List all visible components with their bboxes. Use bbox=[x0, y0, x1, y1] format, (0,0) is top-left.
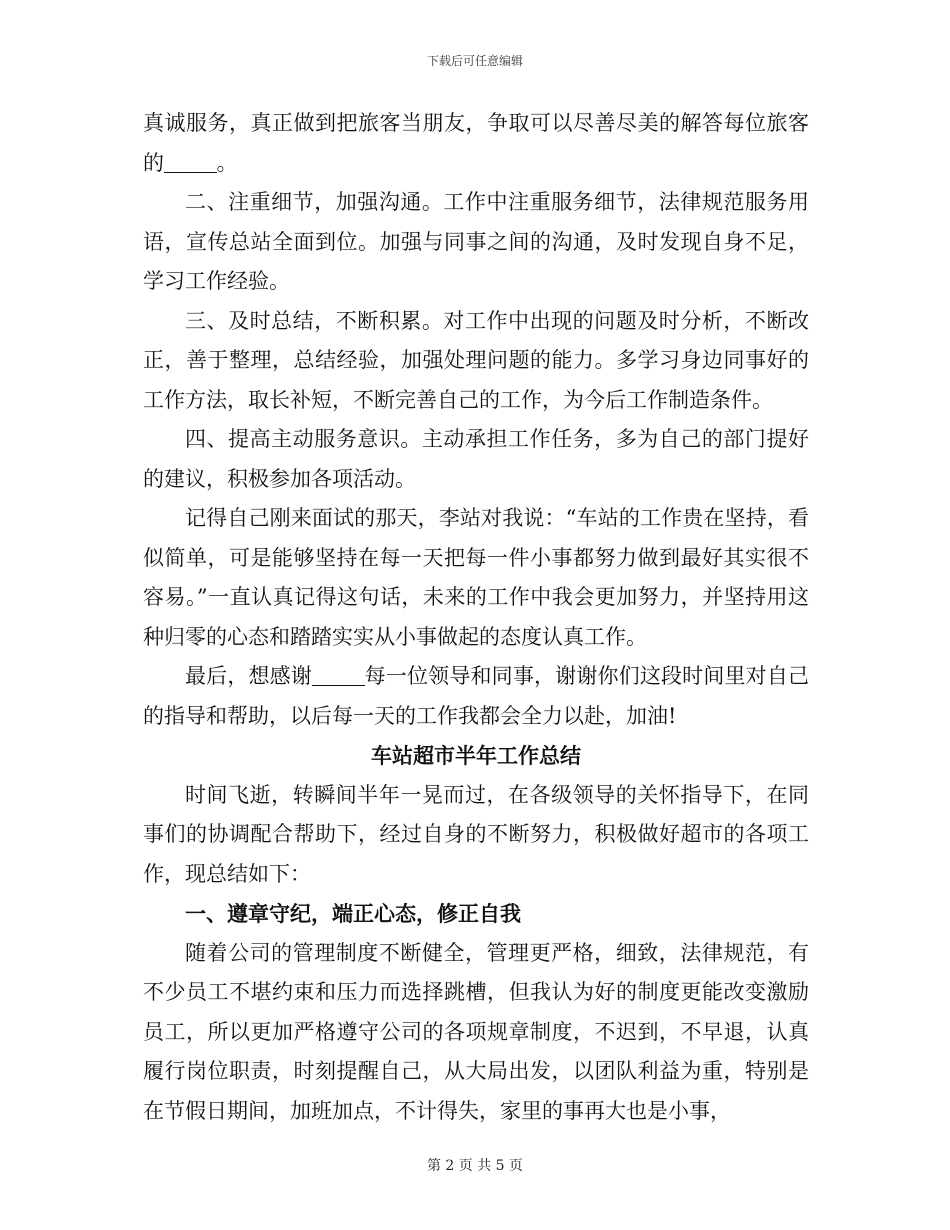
paragraph bbox=[143, 657, 809, 736]
paragraph bbox=[143, 104, 809, 183]
paragraph-text: 真诚服务，真正做到把旅客当朋友，争取可以尽善尽美的解答每位旅客的 bbox=[143, 111, 809, 175]
paragraph-text: 最后，想感谢 bbox=[185, 664, 312, 688]
fill-in-blank bbox=[312, 664, 365, 686]
page-footer: 第 2 页 共 5 页 bbox=[426, 1158, 524, 1174]
paragraph-text: 每一位领导和同事，谢谢你们这段时间里对自己的指导和帮助，以后每一天的工作我都会全力以赴，加油! bbox=[143, 664, 809, 728]
header-note: 下载后可任意编辑 bbox=[426, 54, 523, 68]
paragraph-text: 。 bbox=[216, 150, 238, 175]
paragraph: 随着公司的管理制度不断健全，管理更严格，细致，法律规范，有不少员工不堪约束和压力而选择跳槽，但我认为好的制度更能改变激励员工，所以更加严格遵守公司的各项规章制度，不迟到，不早退，认真履行岗位职责，时刻提醒自己，从大局出发，以团队利益为重，特别是在节假日期间，加班加点，不计得失，家里的事再大也是小事， bbox=[143, 940, 809, 1123]
section-heading: 一、遵章守纪，端正心态，修正自我 bbox=[185, 901, 521, 926]
paragraph: 三、及时总结，不断积累。对工作中出现的问题及时分析，不断改正，善于整理，总结经验，加强处理问题的能力。多学习身边同事好的工作方法，取长补短，不断完善自己的工作，为今后工作制造条件。 bbox=[143, 308, 809, 412]
paragraph: 二、注重细节，加强沟通。工作中注重服务细节，法律规范服务用语，宣传总站全面到位。加强与同事之间的沟通，及时发现自身不足，学习工作经验。 bbox=[143, 190, 809, 293]
paragraph: 时间飞逝，转瞬间半年一晃而过，在各级领导的关怀指导下，在同事们的协调配合帮助下，经过自身的不断努力，积极做好超市的各项工作，现总结如下： bbox=[143, 782, 809, 886]
document-body bbox=[143, 104, 809, 1131]
paragraph: 四、提高主动服务意识。主动承担工作任务，多为自己的部门提好的建议，积极参加各项活动。 bbox=[143, 427, 809, 491]
fill-in-blank bbox=[164, 151, 217, 173]
paragraph: 记得自己刚来面试的那天，李站对我说：“车站的工作贵在坚持，看似简单，可是能够坚持在每一天把每一件小事都努力做到最好其实很不容易。”一直认真记得这句话，未来的工作中我会更加努力，并坚持用这种归零的心态和踏踏实实从小事做起的态度认真工作。 bbox=[143, 506, 809, 649]
section-title: 车站超市半年工作总结 bbox=[371, 743, 581, 768]
